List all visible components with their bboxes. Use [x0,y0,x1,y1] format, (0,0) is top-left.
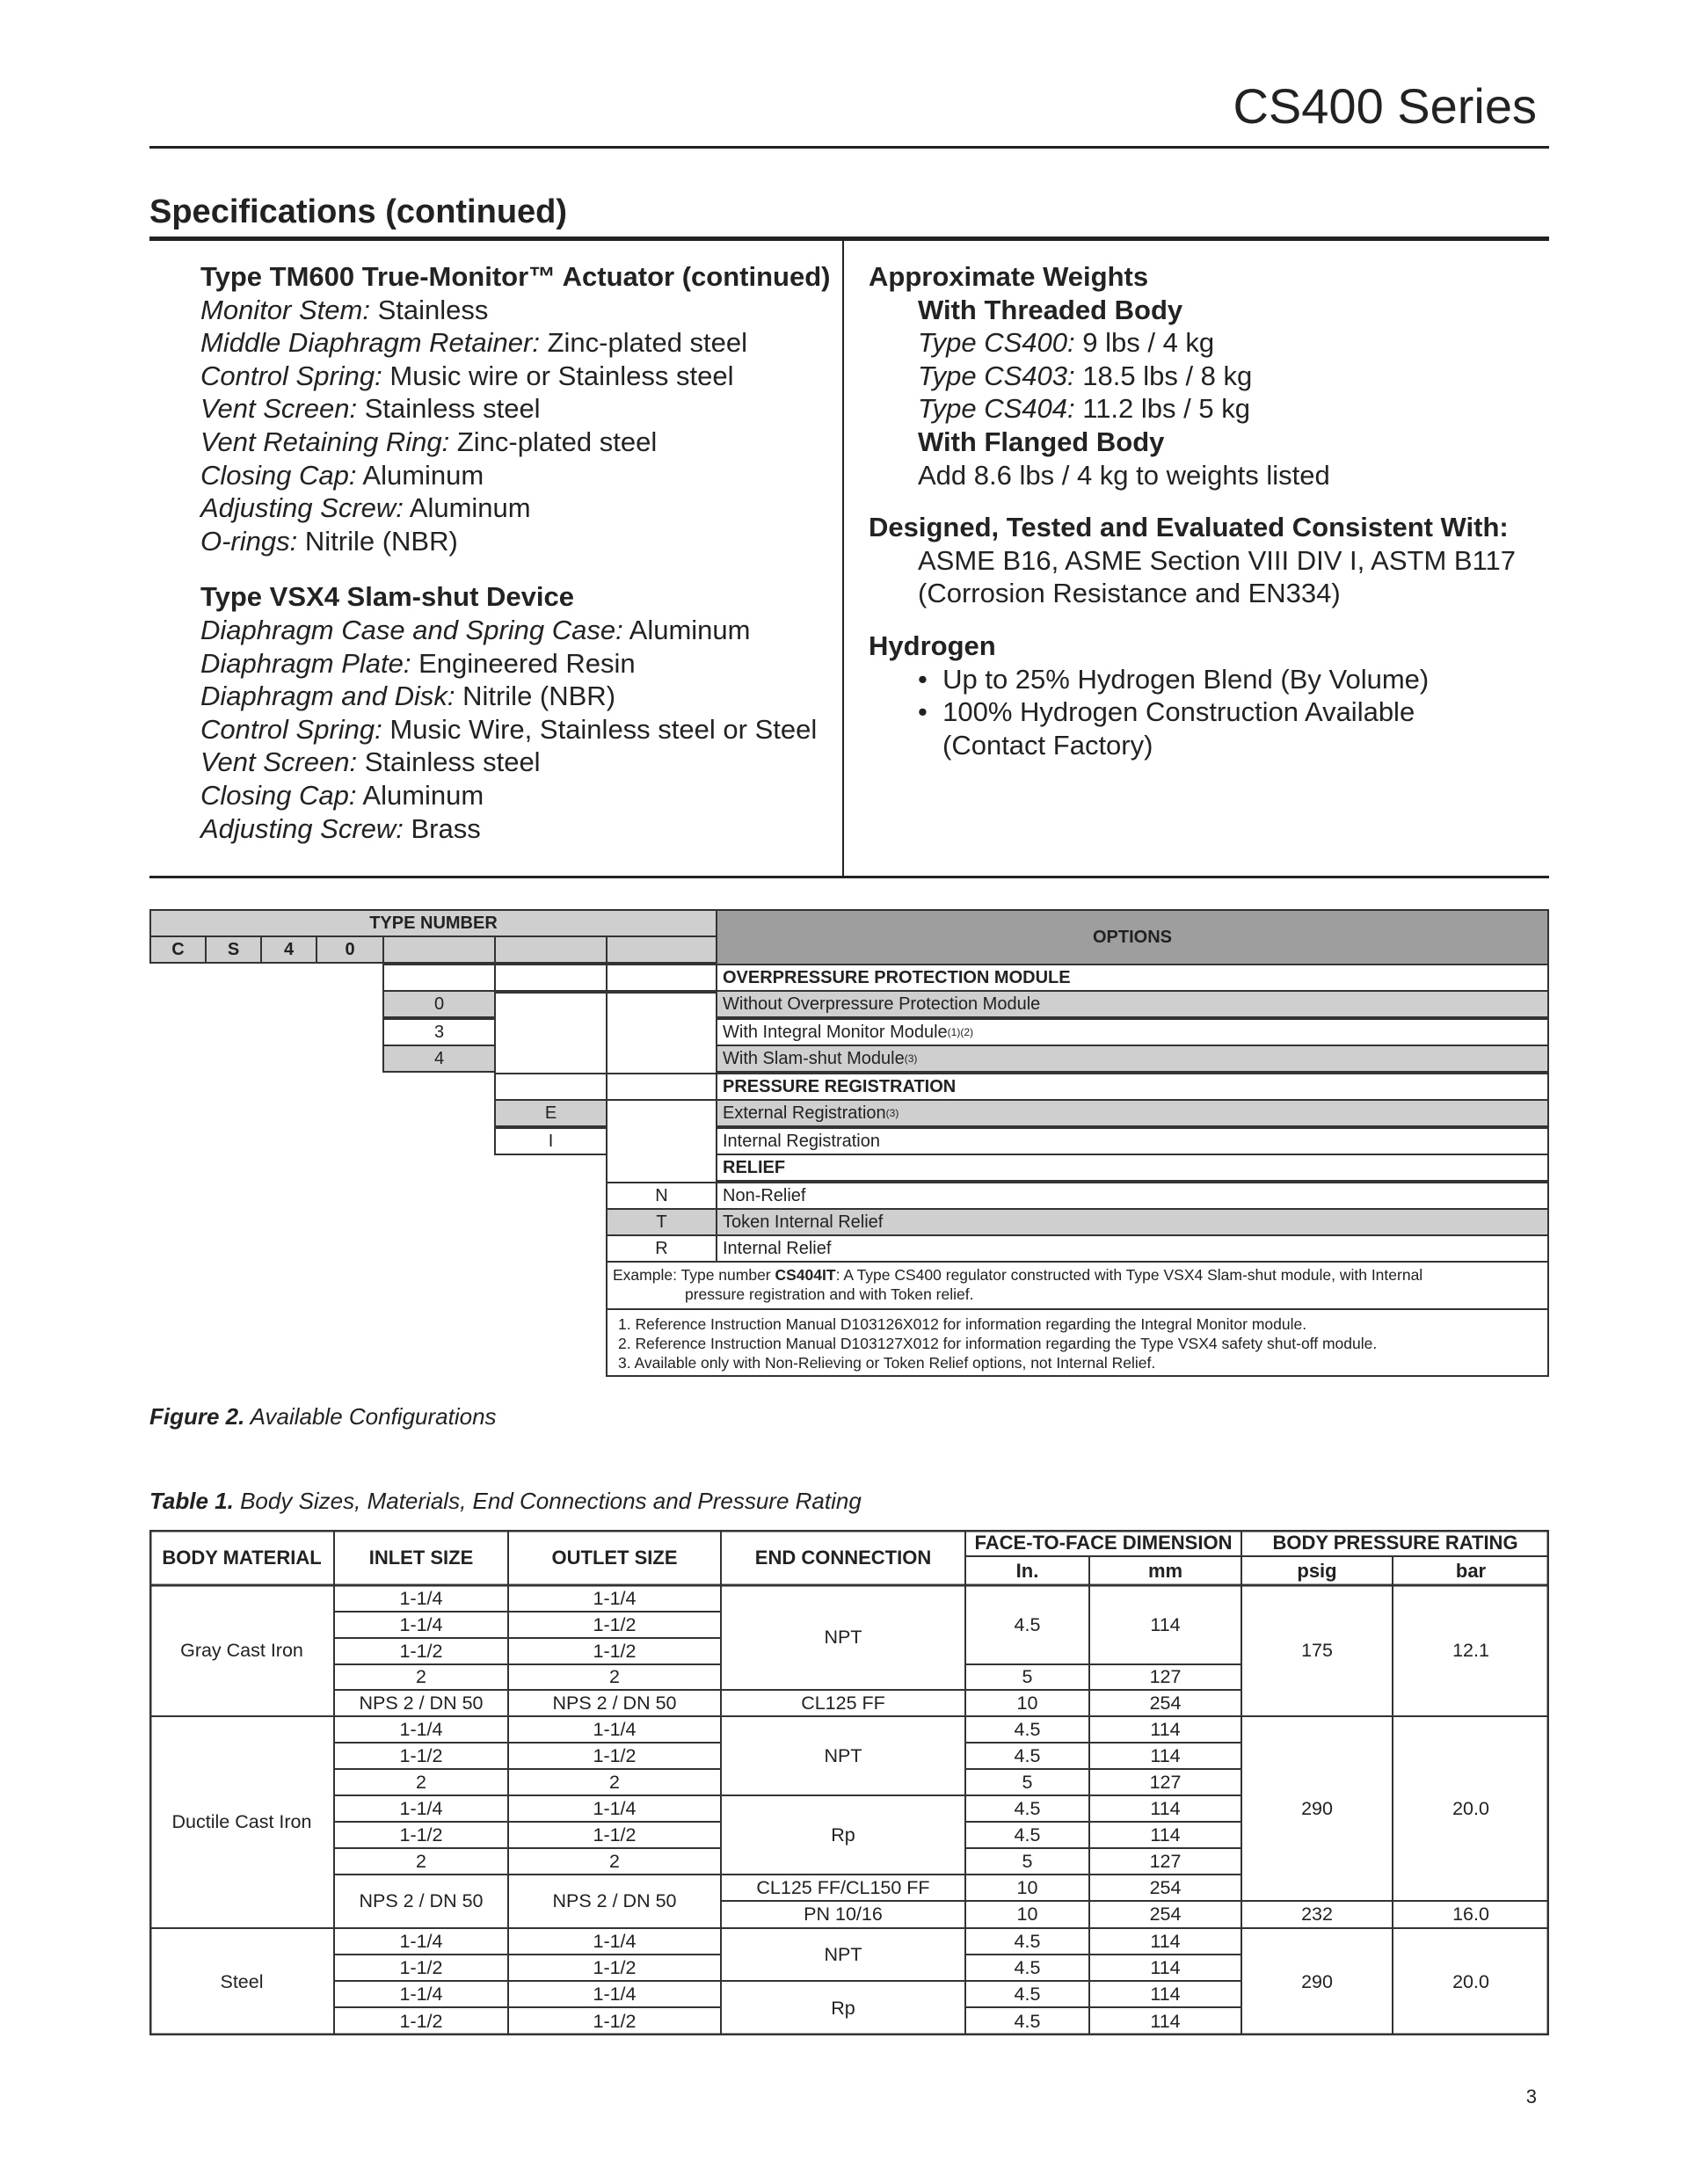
inlet-cell: 1-1/4 [399,1718,443,1740]
inlet-cell: 1-1/4 [399,1587,443,1609]
ftf-in-cell: 5 [1022,1666,1033,1687]
note-item: 1. Reference Instruction Manual D103126X012 for information regarding the Integral Monitor module. [618,1315,1307,1333]
figure-caption: Figure 2. Available Configurations [149,1403,497,1430]
spec-left-column [200,260,833,845]
ftf-mm-cell: 114 [1150,1613,1181,1635]
digit-slot [606,992,717,1074]
registration-code: E [494,1099,608,1127]
inlet-cell: 1-1/4 [399,1930,443,1952]
registration-option: External Registration (3) [716,1099,1549,1127]
inlet-cell: 2 [416,1850,426,1872]
section-title: Specifications (continued) [149,193,568,230]
ftf-mm-cell: 114 [1150,1956,1181,1978]
example-box [606,1261,1549,1310]
ftf-mm-cell: 114 [1150,1983,1181,2005]
outlet-cell: 1-1/2 [593,1744,637,1766]
inlet-cell: 1-1/4 [399,1797,443,1819]
relief-option: Token Internal Relief [716,1208,1549,1236]
psig-cell: 290 [1301,1797,1333,1819]
weight-item: Type CS400: 9 lbs / 4 kg [918,327,1215,359]
spec-item: Diaphragm Case and Spring Case: Aluminum [200,614,751,645]
spec-item: Closing Cap: Aluminum [200,779,484,811]
overpressure-code: 4 [382,1045,496,1073]
psig-cell: 232 [1301,1904,1333,1925]
ftf-in-cell: 10 [1016,1692,1038,1714]
ftf-in-cell: 5 [1022,1850,1033,1872]
psig-cell: 290 [1301,1970,1333,1992]
ftf-in-cell: 10 [1016,1876,1038,1898]
flanged-heading: With Flanged Body [918,426,1165,457]
ftf-in-cell: 5 [1022,1771,1033,1793]
overpressure-heading: OVERPRESSURE PROTECTION MODULE [716,964,1549,992]
prefix-letter: 4 [260,935,317,964]
notes-box [606,1308,1549,1377]
spec-item: Control Spring: Music wire or Stainless steel [200,360,734,391]
inlet-cell: 1-1/4 [399,1613,443,1635]
ftf-mm-cell: 114 [1150,1718,1181,1740]
digit-slot [606,935,717,964]
relief-option: Internal Relief [716,1234,1549,1263]
spec-right-column [869,260,1554,761]
ftf-mm-cell: 114 [1150,1744,1181,1766]
header-ftf-in: In. [1015,1559,1039,1582]
weights-heading: Approximate Weights [869,261,1149,292]
ftf-in-cell: 4.5 [1014,1744,1041,1766]
ftf-in-cell: 4.5 [1014,1718,1041,1740]
header-end-connection: END CONNECTION [754,1546,932,1569]
material-cell: Steel [220,1970,264,1992]
spec-item: O-rings: Nitrile (NBR) [200,525,458,557]
outlet-cell: 1-1/2 [593,1824,637,1845]
inlet-cell: 1-1/2 [399,1824,443,1845]
page-number: 3 [1525,2086,1537,2108]
connection-cell: Rp [831,1997,855,2019]
table-caption: Table 1. Body Sizes, Materials, End Connections and Pressure Rating [149,1488,862,1514]
flanged-text: Add 8.6 lbs / 4 kg to weights listed [918,459,1330,491]
header-inlet-size: INLET SIZE [368,1546,474,1569]
ftf-in-cell: 4.5 [1014,1613,1041,1635]
bar-cell: 20.0 [1452,1970,1489,1992]
ftf-mm-cell: 127 [1149,1850,1182,1872]
ftf-mm-cell: 254 [1149,1692,1182,1714]
spec-item: Adjusting Screw: Aluminum [200,492,531,524]
inlet-cell: NPS 2 / DN 50 [359,1890,484,1911]
spec-bottom-rule [149,876,1549,878]
hydrogen-heading: Hydrogen [869,630,996,661]
ftf-mm-cell: 114 [1150,1930,1181,1952]
outlet-cell: 2 [609,1771,620,1793]
inlet-cell: 2 [416,1666,426,1687]
options-header: OPTIONS [716,909,1549,965]
vsx4-heading: Type VSX4 Slam-shut Device [200,581,574,613]
ftf-in-cell: 10 [1016,1904,1038,1925]
weight-item: Type CS403: 18.5 lbs / 8 kg [918,360,1253,391]
inlet-cell: 2 [416,1771,426,1793]
ftf-mm-cell: 127 [1149,1666,1182,1687]
hydrogen-bullet: • 100% Hydrogen Construction Available [918,696,1415,728]
vsx4-list [200,614,833,845]
outlet-cell: 1-1/4 [593,1718,637,1740]
connection-cell: CL125 FF [801,1692,885,1714]
header-rule [149,146,1549,149]
inlet-cell: 1-1/2 [399,1956,443,1978]
ftf-mm-cell: 127 [1149,1771,1182,1793]
bar-cell: 20.0 [1452,1797,1489,1819]
header-pressure-rating: BODY PRESSURE RATING [1272,1532,1518,1554]
ftf-in-cell: 4.5 [1014,1930,1041,1952]
type-number-header: TYPE NUMBER [149,909,717,937]
inlet-cell: 1-1/2 [399,1640,443,1662]
spec-item: Adjusting Screw: Brass [200,812,481,844]
ftf-in-cell: 4.5 [1014,1956,1041,1978]
digit-slot [382,964,496,992]
overpressure-code: 3 [382,1018,496,1046]
header-psig: psig [1297,1559,1337,1582]
spec-item: Vent Screen: Stainless steel [200,393,541,425]
inlet-cell: 1-1/2 [399,1744,443,1766]
overpressure-code: 0 [382,990,496,1018]
spec-item: Closing Cap: Aluminum [200,459,484,491]
header-face-to-face: FACE-TO-FACE DIMENSION [974,1532,1233,1554]
prefix-letter: C [149,935,207,964]
prefix-letter: S [205,935,262,964]
spec-item: Vent Retaining Ring: Zinc-plated steel [200,426,658,457]
prefix-letter: 0 [316,935,384,964]
digit-slot [606,964,717,992]
ftf-in-cell: 4.5 [1014,1824,1041,1845]
ftf-mm-cell: 254 [1149,1876,1182,1898]
ftf-mm-cell: 114 [1150,2010,1181,2032]
notes-text [618,1314,1541,1372]
ftf-mm-cell: 114 [1150,1824,1181,1845]
note-item: 2. Reference Instruction Manual D103127X012 for information regarding the Type VSX4 safety shut-off module. [618,1335,1378,1352]
inlet-cell: NPS 2 / DN 50 [359,1692,484,1714]
material-cell: Gray Cast Iron [180,1640,303,1661]
digit-slot [494,935,608,964]
ftf-in-cell: 4.5 [1014,1983,1041,2005]
relief-option: Non-Relief [716,1182,1549,1210]
spec-item: Vent Screen: Stainless steel [200,746,541,778]
tm600-heading: Type TM600 True-Monitor™ Actuator (continued) [200,261,831,292]
weight-item: Type CS404: 11.2 lbs / 5 kg [918,393,1250,425]
ftf-in-cell: 4.5 [1014,2010,1041,2032]
outlet-cell: 1-1/4 [593,1587,637,1609]
psig-cell: 175 [1301,1640,1333,1661]
overpressure-option: Without Overpressure Protection Module [716,990,1549,1018]
outlet-cell: 1-1/2 [593,1640,637,1662]
connection-cell: NPT [824,1627,862,1648]
outlet-cell: 2 [609,1666,620,1687]
designed-heading: Designed, Tested and Evaluated Consistent With: [869,512,1509,543]
outlet-cell: 1-1/4 [593,1983,637,2005]
column-divider [842,241,844,876]
spec-item: Middle Diaphragm Retainer: Zinc-plated steel [200,327,748,359]
bar-cell: 12.1 [1452,1640,1489,1661]
connection-cell: NPT [824,1744,862,1766]
bar-cell: 16.0 [1452,1904,1489,1925]
note-item: 3. Available only with Non-Relieving or Token Relief options, not Internal Relief. [618,1354,1156,1372]
example-text: Example: Type number CS404IT: A Type CS400 regulator constructed with Type VSX4 Slam-shut module, with Internal pressure registration and with Token relief. [613,1266,1423,1303]
table-body-sizes [149,1530,1549,2035]
digit-slot [606,1073,717,1183]
header-body-material: BODY MATERIAL [162,1546,322,1569]
connection-cell: NPT [824,1943,862,1965]
connection-cell: Rp [831,1824,855,1845]
digit-slot [494,964,608,992]
registration-code: I [494,1127,608,1155]
hydrogen-bullet-cont: (Contact Factory) [942,729,1153,761]
outlet-cell: 1-1/4 [593,1797,637,1819]
outlet-cell: NPS 2 / DN 50 [552,1890,677,1911]
outlet-cell: 1-1/2 [593,1613,637,1635]
spec-item: Diaphragm Plate: Engineered Resin [200,647,636,679]
ftf-mm-cell: 114 [1150,1797,1181,1819]
overpressure-option: With Integral Monitor Module (1)(2) [716,1018,1549,1046]
connection-cell: PN 10/16 [804,1904,883,1925]
registration-heading: PRESSURE REGISTRATION [716,1073,1549,1101]
inlet-cell: 1-1/2 [399,2010,443,2032]
series-title: CS400 Series [1233,78,1537,134]
tm600-list [200,294,833,558]
outlet-cell: 1-1/2 [593,1956,637,1978]
designed-line: ASME B16, ASME Section VIII DIV I, ASTM B117 [918,544,1516,576]
material-cell: Ductile Cast Iron [171,1811,312,1832]
spec-item: Diaphragm and Disk: Nitrile (NBR) [200,681,616,712]
relief-code: N [606,1182,717,1210]
relief-code: T [606,1208,717,1236]
outlet-cell: NPS 2 / DN 50 [552,1692,677,1714]
designed-line: (Corrosion Resistance and EN334) [918,578,1341,609]
header-outlet-size: OUTLET SIZE [551,1546,678,1569]
threaded-heading: With Threaded Body [918,294,1183,325]
ftf-in-cell: 4.5 [1014,1797,1041,1819]
inlet-cell: 1-1/4 [399,1983,443,2005]
outlet-cell: 1-1/4 [593,1930,637,1952]
hydrogen-bullet: • Up to 25% Hydrogen Blend (By Volume) [918,663,1430,695]
header-ftf-mm: mm [1147,1559,1183,1582]
header-bar: bar [1455,1559,1487,1582]
outlet-cell: 1-1/2 [593,2010,637,2032]
ftf-mm-cell: 254 [1149,1904,1182,1925]
digit-slot [494,992,608,1074]
section-rule [149,237,1549,241]
overpressure-option: With Slam-shut Module (3) [716,1045,1549,1073]
relief-code: R [606,1234,717,1263]
digit-slot [382,935,496,964]
relief-heading: RELIEF [716,1154,1549,1182]
digit-slot [494,1073,608,1101]
spec-item: Monitor Stem: Stainless [200,294,489,325]
outlet-cell: 2 [609,1850,620,1872]
connection-cell: CL125 FF/CL150 FF [756,1876,930,1898]
spec-item: Control Spring: Music Wire, Stainless steel or Steel [200,713,818,745]
registration-option: Internal Registration [716,1127,1549,1155]
